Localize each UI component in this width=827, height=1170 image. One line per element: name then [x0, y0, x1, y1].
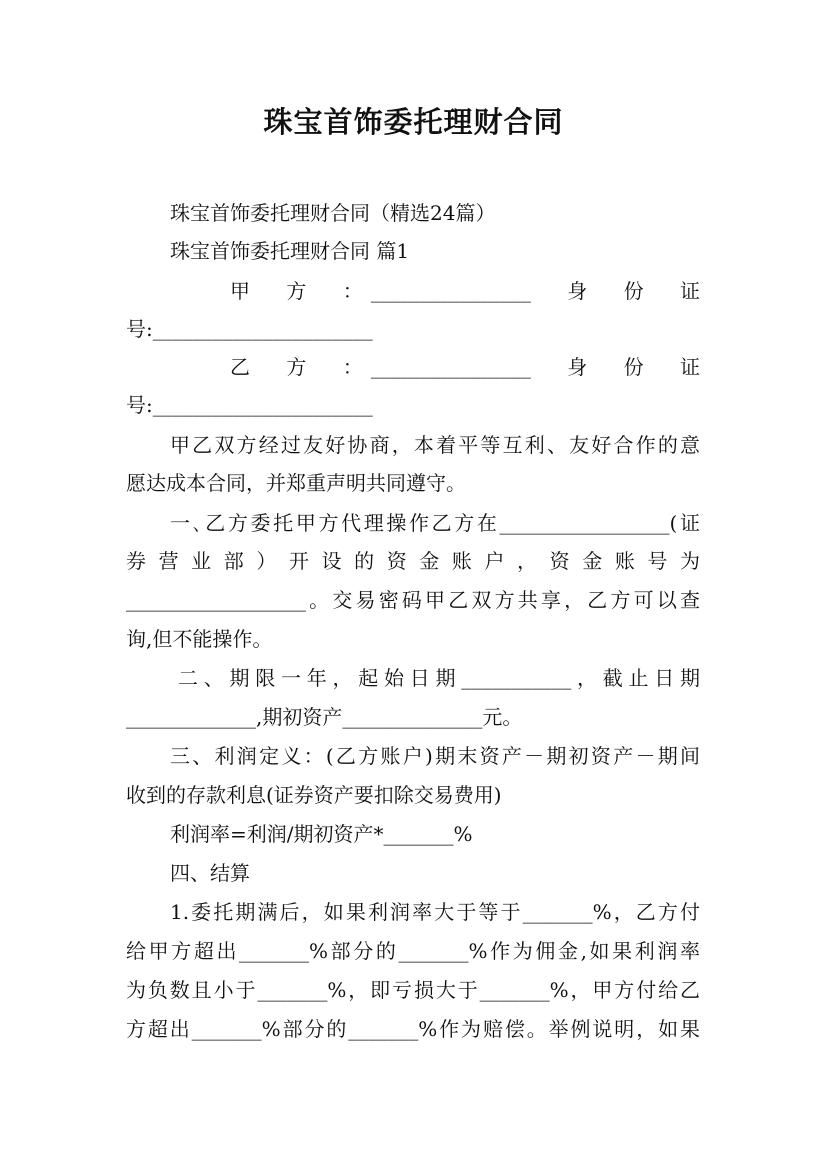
settlement-line: 方超出_______%部分的_______%作为赔偿。举例说明，如果 — [126, 1017, 700, 1041]
chapter-heading: 珠宝首饰委托理财合同 篇1 — [170, 239, 410, 263]
party-b-id-line: 号:______________________ — [126, 393, 373, 417]
settlement-line: 为负数且小于_______%，即亏损大于_______%，甲方付给乙 — [126, 978, 700, 1002]
clause-3-line: 三、利润定义：(乙方账户)期末资产－期初资产－期间 — [170, 744, 700, 768]
settlement-line: 给甲方超出_______%部分的_______%作为佣金,如果利润率 — [126, 939, 700, 963]
settlement-line: 1.委托期满后，如果利润率大于等于_______%，乙方付 — [170, 900, 700, 924]
clause-3-line: 收到的存款利息(证券资产要扣除交易费用) — [126, 783, 502, 807]
clause-2-line: _____________,期初资产______________元。 — [126, 705, 523, 729]
paragraph-line: 甲乙双方经过友好协商，本着平等互利、友好合作的意 — [170, 433, 700, 457]
party-b-line: 乙 方 ：________________ 身 份 证 — [230, 355, 700, 379]
paragraph-line: 愿达成本合同，并郑重声明共同遵守。 — [126, 471, 466, 495]
subtitle-line: 珠宝首饰委托理财合同（精选24篇） — [170, 201, 496, 225]
clause-1-line: 券营业部）开设的资金账户，资金账号为 — [126, 549, 700, 573]
clause-1-line: 询,但不能操作。 — [126, 627, 273, 651]
party-a-line: 甲 方 ：________________ 身 份 证 — [230, 279, 700, 303]
party-a-id-line: 号:______________________ — [126, 317, 373, 341]
clause-1-line: 一､乙方委托甲方代理操作乙方在_________________(证 — [170, 511, 700, 535]
clause-4-heading: 四、结算 — [170, 861, 250, 885]
clause-1-line: __________________。交易密码甲乙双方共享，乙方可以查 — [126, 588, 700, 612]
profit-rate-line: 利润率=利润/期初资产*_______% — [170, 822, 473, 846]
clause-2-line: 二、期限一年，起始日期___________，截止日期 — [178, 666, 700, 690]
document-title: 珠宝首饰委托理财合同 — [263, 105, 564, 139]
